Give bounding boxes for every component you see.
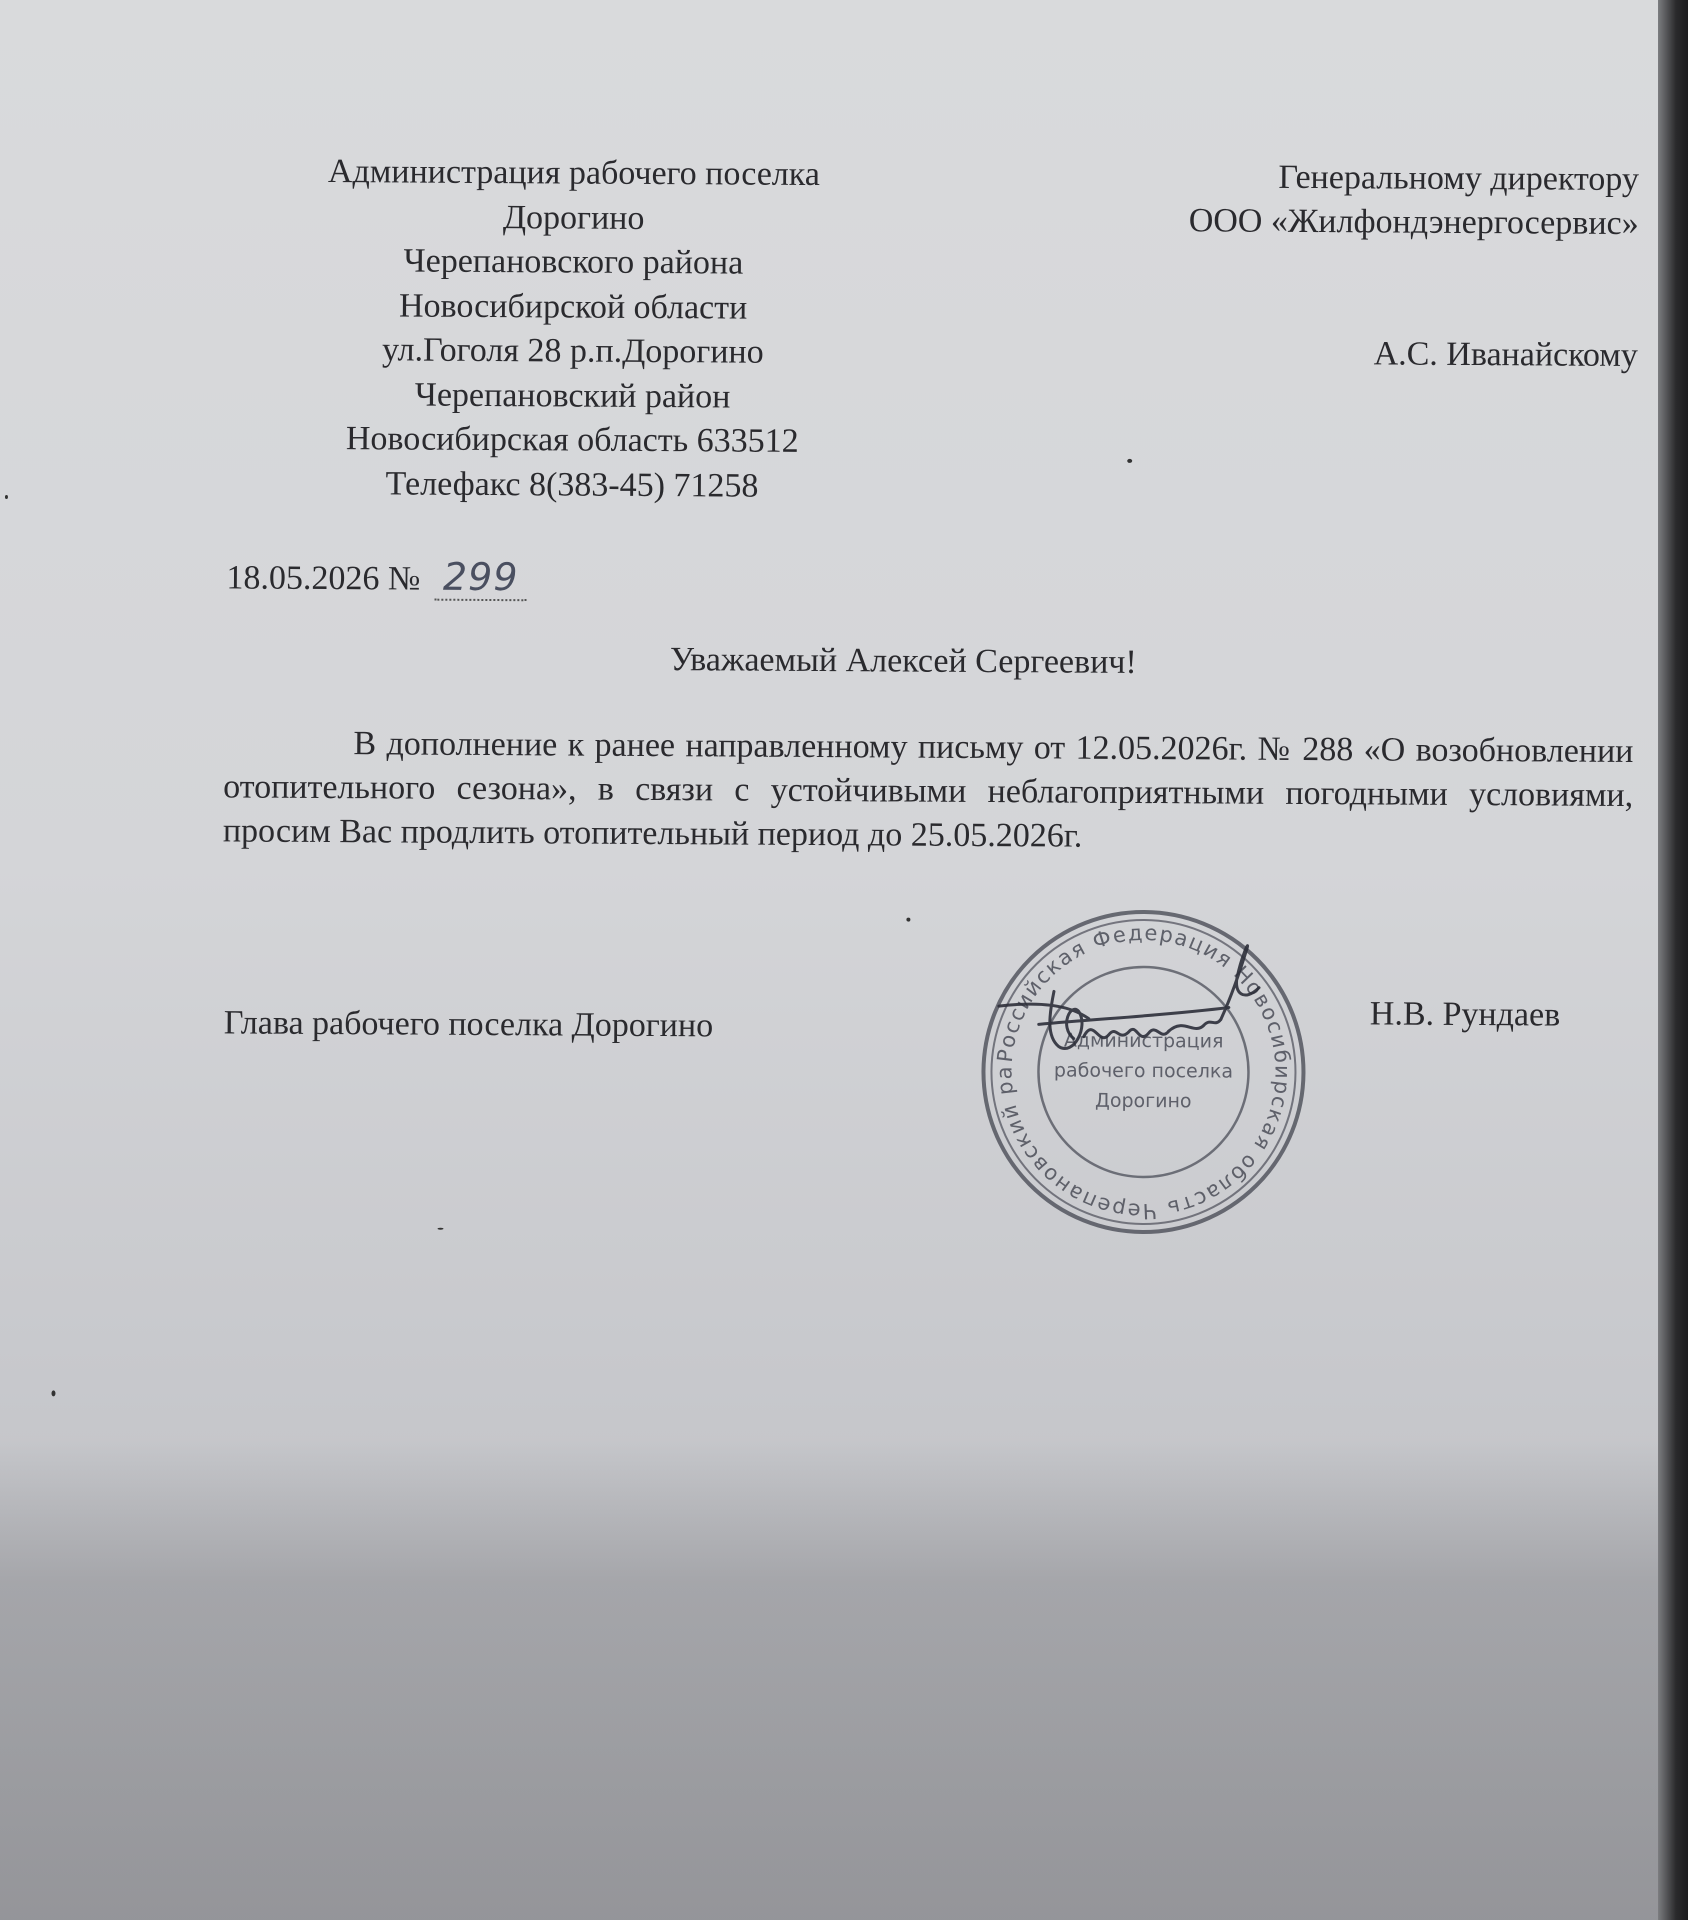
sender-line: Дорогино: [502, 198, 645, 237]
number-sign: №: [387, 560, 421, 598]
signer-name: Н.В. Рундаев: [1369, 995, 1561, 1034]
stamp-outer-text: Российская Федерация Новосибирская область Черепановский район: [992, 920, 1295, 1224]
stamp-inner-line: Администрация: [1063, 1029, 1224, 1053]
sender-line: Новосибирская область 633512: [345, 420, 799, 460]
stamp-inner-line: Дорогино: [1094, 1089, 1192, 1113]
sender-line: Черепановского района: [403, 242, 744, 282]
sender-line: Телефакс 8(383-45) 71258: [385, 464, 759, 505]
official-stamp: [977, 906, 1309, 1238]
handwritten-number: 299: [435, 555, 527, 602]
paper-specks: [0, 0, 1658, 10]
salutation: Уважаемый Алексей Сергеевич!: [669, 641, 1137, 681]
signer-title: Глава рабочего поселка Дорогино: [223, 1004, 714, 1045]
sender-block: [267, 150, 879, 510]
letter-date-number: [226, 553, 526, 599]
sender-line: Черепановский район: [414, 376, 731, 415]
sender-line: Новосибирской области: [398, 286, 748, 327]
letter-body: В дополнение к ранее направленному письму от 12.05.2026г. № 288 «О возобновлении отопительного сезона», в связи с устойчивыми неблагоприятными погодными условиями, просим Вас продлить отопительный период до 25.05.2026г.: [222, 725, 1634, 855]
letter-date: 18.05.2026: [226, 559, 380, 598]
recipient-name: А.С. Иванайскому: [1373, 335, 1638, 375]
sender-line: Администрация рабочего поселка: [327, 153, 821, 194]
recipient-position: Генеральному директору: [1278, 158, 1640, 199]
stamp-seal-icon: [977, 906, 1309, 1238]
desk-edge: [1658, 0, 1688, 1920]
recipient-organization: ООО «Жилфондэнергосервис»: [1188, 202, 1639, 243]
recipient-block: [1078, 155, 1639, 378]
stamp-inner-line: рабочего поселка: [1053, 1059, 1234, 1083]
sender-line: ул.Гоголя 28 р.п.Дорогино: [381, 331, 764, 371]
